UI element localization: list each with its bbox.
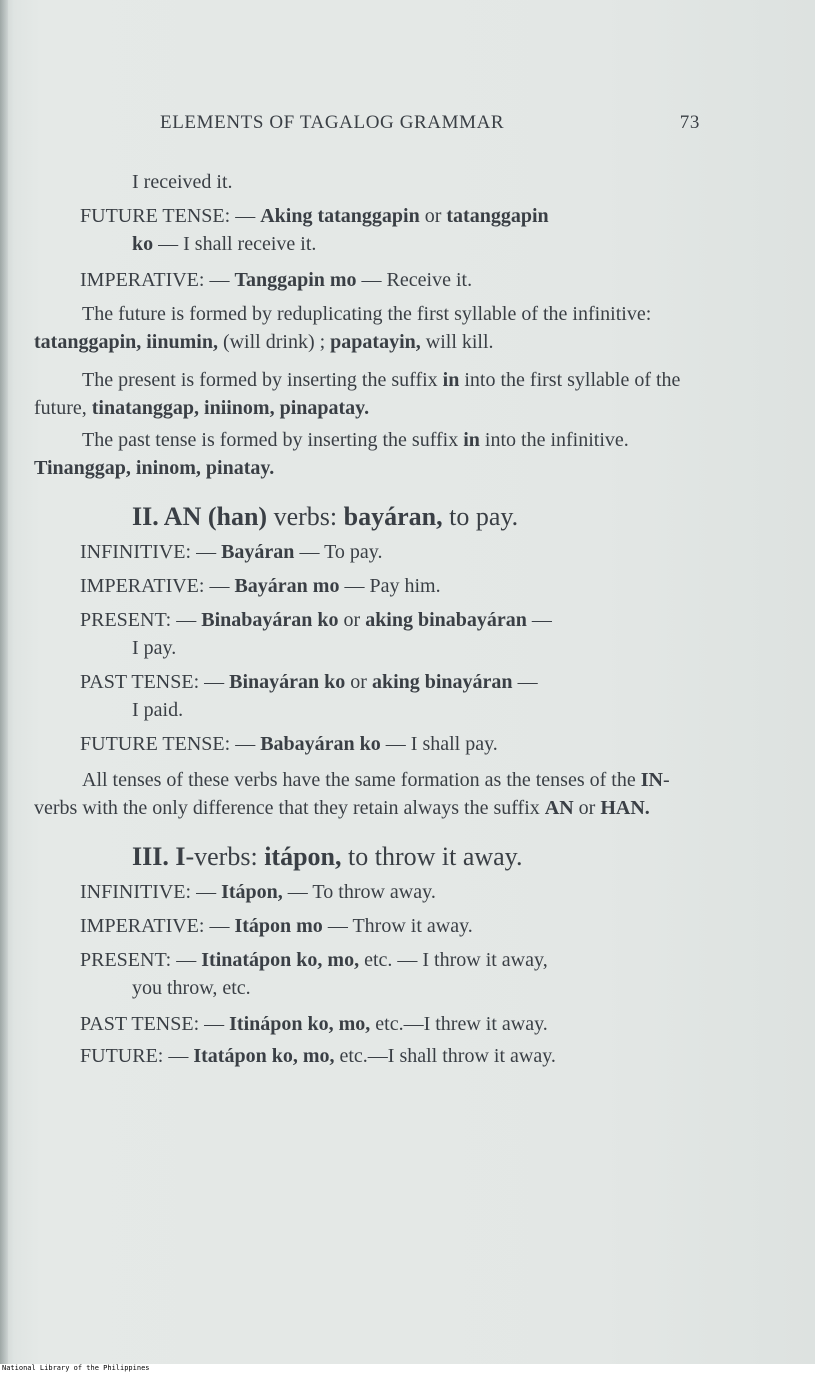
imperative-entry: IMPERATIVE: — Tanggapin mo — Receive it. xyxy=(80,269,473,291)
paragraph-future: The future is formed by reduplicating the first syllable of the infinitive: tatanggapin, iinumin, (will drink) ; papatayin, will kill. xyxy=(34,303,652,353)
paragraph-an-tenses: All tenses of these verbs have the same formation as the tenses of the IN-verbs with the only difference that they retain always the suffix AN or HAN. xyxy=(34,769,670,819)
future-entry: FUTURE: — Itatápon ko, mo, etc.—I shall throw it away. xyxy=(80,1045,556,1067)
section-heading-an-verbs: II. AN (han) verbs: bayáran, to pay. xyxy=(132,502,519,531)
paragraph-present: The present is formed by inserting the suffix in into the first syllable of the future, tinatanggap, iniinom, pinapatay. xyxy=(34,369,681,419)
past-tense-entry: PAST TENSE: — Binayáran ko or aking binayáran — I paid. xyxy=(80,671,538,721)
imperative-entry: IMPERATIVE: — Itápon mo — Throw it away. xyxy=(80,915,473,937)
present-entry: PRESENT: — Itinatápon ko, mo, etc. — I throw it away, you throw, etc. xyxy=(80,949,548,999)
present-entry: PRESENT: — Binabayáran ko or aking binabayáran — I pay. xyxy=(80,609,552,659)
past-tense-entry: PAST TENSE: — Itinápon ko, mo, etc.—I threw it away. xyxy=(80,1013,548,1035)
page-number: 73 xyxy=(679,112,700,133)
paragraph-past: The past tense is formed by inserting the suffix in into the infinitive. Tinanggap, ininom, pinatay. xyxy=(34,429,629,479)
infinitive-entry: INFINITIVE: — Itápon, — To throw away. xyxy=(80,881,436,903)
section-heading-i-verbs: III. I-verbs: itápon, to throw it away. xyxy=(132,842,523,871)
imperative-entry: IMPERATIVE: — Bayáran mo — Pay him. xyxy=(80,575,441,597)
page-binding-edge xyxy=(0,0,8,1364)
page-body xyxy=(34,168,706,1070)
running-title: ELEMENTS OF TAGALOG GRAMMAR xyxy=(160,112,505,133)
future-tense-entry: FUTURE TENSE: — Aking tatanggapin or tatanggapin ko — I shall receive it. xyxy=(80,205,549,255)
library-credit: National Library of the Philippines xyxy=(2,1364,150,1372)
future-tense-entry: FUTURE TENSE: — Babayáran ko — I shall pay. xyxy=(80,733,498,755)
infinitive-entry: INFINITIVE: — Bayáran — To pay. xyxy=(80,541,383,563)
text-line: I received it. xyxy=(132,171,233,193)
